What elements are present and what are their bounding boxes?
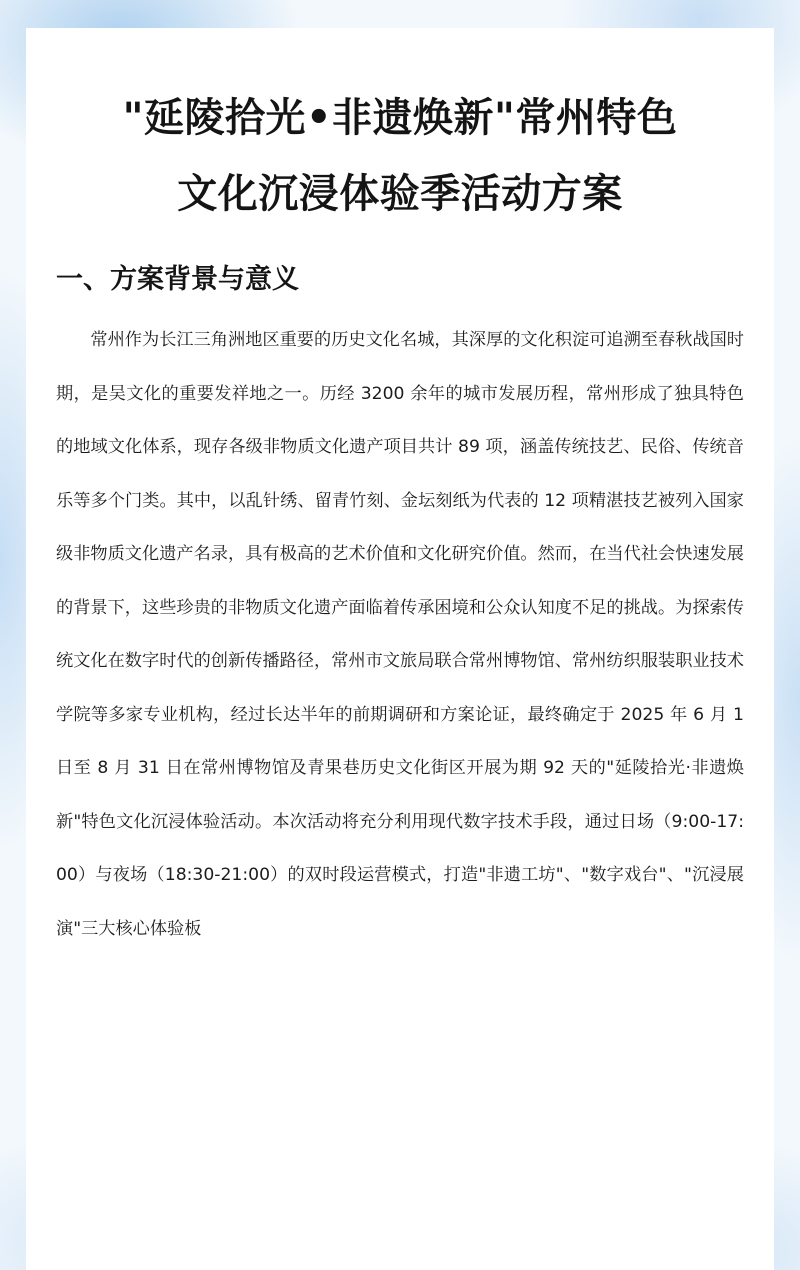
body-paragraph: 常州作为长江三角洲地区重要的历史文化名城，其深厚的文化积淀可追溯至春秋战国时期，是吴文化的重要发祥地之一。历经 3200 余年的城市发展历程，常州形成了独具特色的地域文化体系，现存各级非物质文化遗产项目共计 89 项，涵盖传统技艺、民俗、传统音乐等多个门类。其中，以乱针绣、留青竹刻、金坛刻纸为代表的 12 项精湛技艺被列入国家级非物质文化遗产名录，具有极高的艺术价值和文化研究价值。然而，在当代社会快速发展的背景下，这些珍贵的非物质文化遗产面临着传承困境和公众认知度不足的挑战。为探索传统文化在数字时代的创新传播路径，常州市文旅局联合常州博物馆、常州纺织服装职业技术学院等多家专业机构，经过长达半年的前期调研和方案论证，最终确定于 2025 年 6 月 1 日至 8 月 31 日在常州博物馆及青果巷历史文化街区开展为期 92 天的"延陵拾光·非遗焕新"特色文化沉浸体验活动。本次活动将充分利用现代数字技术手段，通过日场（9:00-17:00）与夜场（18:30-21:00）的双时段运营模式，打造"非遗工坊"、"数字戏台"、"沉浸展演"三大核心体验板 <box>56 330 744 939</box>
title-line-2: 文化沉浸体验季活动方案 <box>177 171 623 217</box>
title-line-1: "延陵拾光•非遗焕新"常州特色 <box>122 95 678 141</box>
section-heading: 一、方案背景与意义 <box>56 264 299 295</box>
document-title <box>56 80 744 232</box>
document-page <box>26 28 774 1270</box>
